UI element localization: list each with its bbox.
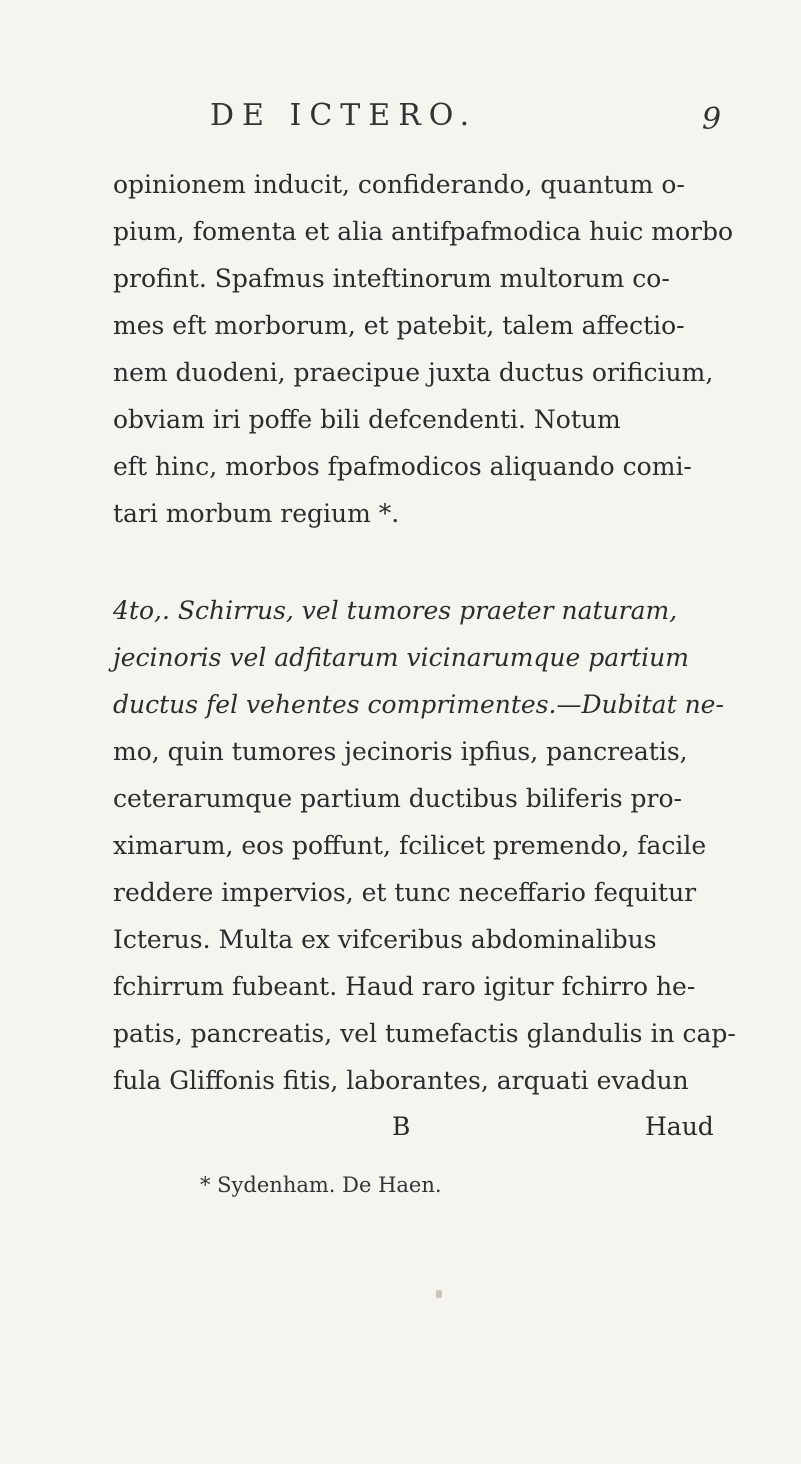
- section-heading-line: 4to,. Schirrus, vel tumores praeter naturam,: [113, 596, 678, 625]
- text-line: patis, pancreatis, vel tumefactis glandulis in cap-: [113, 1019, 736, 1048]
- text-line: ceterarumque partium ductibus biliferis pro-: [113, 784, 682, 813]
- text-line: fula Gliffonis fitis, laborantes, arquati evadun: [113, 1066, 689, 1095]
- text-line: fchirrum fubeant. Haud raro igitur fchirro he-: [113, 972, 696, 1001]
- text-line: reddere impervios, et tunc neceffario fequitur: [113, 878, 697, 907]
- ink-speck: [436, 1290, 442, 1298]
- text-line: obviam iri poffe bili defcendenti. Notum: [113, 405, 621, 434]
- text-line: mo, quin tumores jecinoris ipfius, pancreatis,: [113, 737, 688, 766]
- text-line: eft hinc, morbos fpafmodicos aliquando comi-: [113, 452, 692, 481]
- signature-mark: B: [392, 1112, 411, 1141]
- signature-row: [0, 1112, 801, 1148]
- text-line: profint. Spafmus inteftinorum multorum co-: [113, 264, 670, 293]
- section-heading-line: ductus fel vehentes comprimentes.—Dubitat ne-: [113, 690, 724, 719]
- page-number: 9: [702, 102, 722, 137]
- running-head: DE ICTERO.: [210, 98, 478, 133]
- text-line: nem duodeni, praecipue juxta ductus orificium,: [113, 358, 714, 387]
- text-line: tari morbum regium *.: [113, 499, 400, 528]
- section-heading-line: jecinoris vel adfitarum vicinarumque partium: [113, 643, 689, 672]
- text-line: Icterus. Multa ex vifceribus abdominalibus: [113, 925, 657, 954]
- text-line: pium, fomenta et alia antifpafmodica huic morbo: [113, 217, 734, 246]
- footnote: * Sydenham. De Haen.: [200, 1173, 442, 1197]
- text-line: opinionem inducit, confiderando, quantum o-: [113, 170, 685, 199]
- text-line: mes eft morborum, et patebit, talem affectio-: [113, 311, 685, 340]
- catchword: Haud: [645, 1112, 714, 1141]
- text-line: ximarum, eos poffunt, fcilicet premendo, facile: [113, 831, 707, 860]
